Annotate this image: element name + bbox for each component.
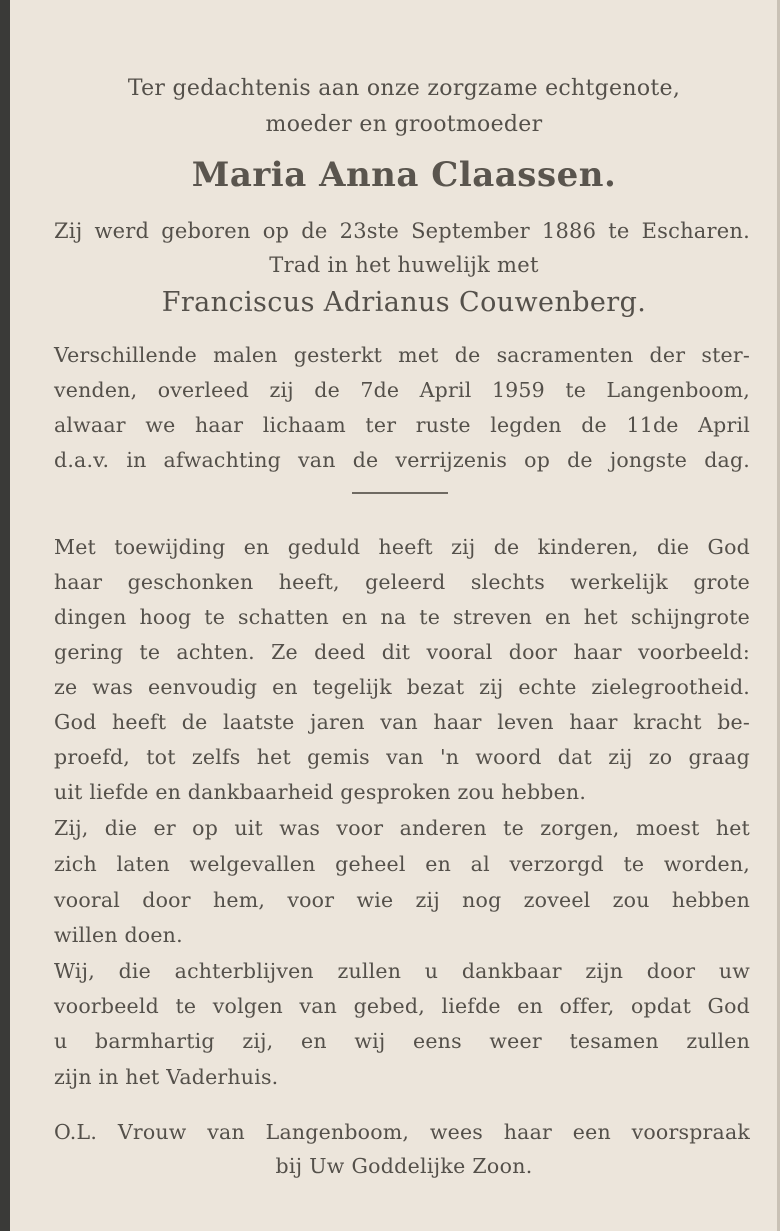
intro-line-2: moeder en grootmoeder (265, 112, 543, 137)
married-line: Trad in het huwelijk met (269, 253, 539, 277)
tribute-line: proefd, tot zelfs het gemis van 'n woord dat zij zo graag (54, 745, 750, 769)
death-line: alwaar we haar lichaam ter ruste legden de 11de April (54, 413, 750, 437)
tribute-line: Met toewijding en geduld heeft zij de kinderen, die God (54, 535, 750, 559)
death-line: d.a.v. in afwachting van de verrijzenis op de jongste dag. (54, 448, 750, 472)
divider-rule (352, 492, 448, 494)
tribute-line: u barmhartig zij, en wij eens weer tesamen zullen (54, 1029, 750, 1053)
tribute-line: God heeft de laatste jaren van haar leven haar kracht be- (54, 710, 750, 734)
deceased-name: Maria Anna Claassen. (191, 155, 617, 195)
birth-line: Zij werd geboren op de 23ste September 1886 te Escharen. (54, 219, 750, 243)
spouse-name: Franciscus Adrianus Couwenberg. (161, 287, 647, 318)
death-line: venden, overleed zij de 7de April 1959 te Langenboom, (54, 378, 750, 402)
tribute-line: gering te achten. Ze deed dit vooral door haar voorbeeld: (54, 640, 750, 664)
death-line: Verschillende malen gesterkt met de sacramenten der ster- (54, 343, 750, 367)
memorial-card (10, 0, 780, 1231)
tribute-line: zich laten welgevallen geheel en al verzorgd te worden, (54, 852, 750, 876)
tribute-line: haar geschonken heeft, geleerd slechts werkelijk grote (54, 570, 750, 594)
tribute-line: dingen hoog te schatten en na te streven en het schijngrote (54, 605, 750, 629)
tribute-line: zijn in het Vaderhuis. (54, 1065, 279, 1089)
tribute-line: willen doen. (54, 923, 183, 947)
tribute-line: uit liefde en dankbaarheid gesproken zou hebben. (54, 780, 587, 804)
intro-line-1: Ter gedachtenis aan onze zorgzame echtgenote, (127, 76, 681, 101)
tribute-line: vooral door hem, voor wie zij nog zoveel zou hebben (54, 888, 750, 912)
prayer-line-1: O.L. Vrouw van Langenboom, wees haar een voorspraak (54, 1120, 750, 1144)
tribute-line: Wij, die achterblijven zullen u dankbaar zijn door uw (54, 959, 750, 983)
tribute-line: voorbeeld te volgen van gebed, liefde en offer, opdat God (54, 994, 750, 1018)
prayer-line-2: bij Uw Goddelijke Zoon. (275, 1154, 533, 1178)
tribute-line: Zij, die er op uit was voor anderen te zorgen, moest het (54, 816, 750, 840)
tribute-line: ze was eenvoudig en tegelijk bezat zij echte zielegrootheid. (54, 675, 750, 699)
